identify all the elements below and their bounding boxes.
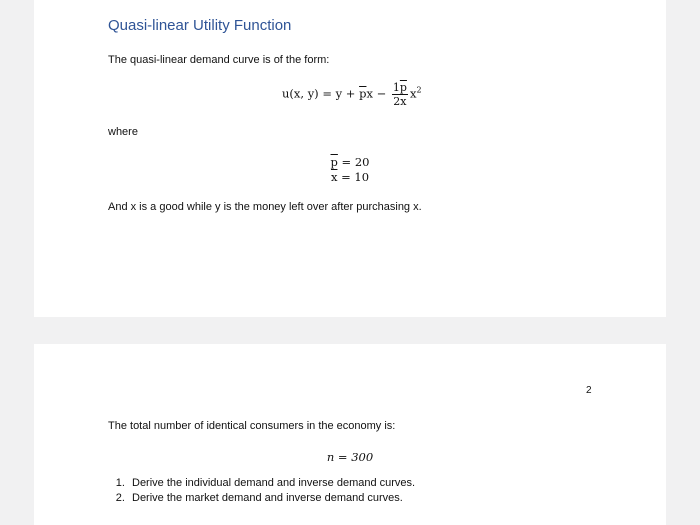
p-bar-param-symbol: $\overline{p}$ — [330, 155, 338, 169]
equation-x-term: x − — [366, 86, 390, 101]
intro-text: The quasi-linear demand curve is of the form: — [108, 54, 330, 66]
where-label: where — [108, 126, 138, 138]
p-bar-symbol: $\overline{p}$ — [359, 86, 367, 101]
fraction-numerator-coef: 1 — [392, 81, 400, 94]
fraction-denominator-coef: 2 — [393, 95, 401, 108]
equation-lhs: u(x, y) = y + — [282, 86, 360, 101]
fraction-numerator-var: $\overline{p}$ — [399, 81, 407, 94]
task-item: 2. Derive the market demand and inverse demand curves. — [128, 492, 415, 504]
description-text: And x is a good while y is the money left over after purchasing x. — [108, 201, 422, 213]
task-list — [108, 477, 415, 507]
page-number: 2 — [586, 385, 592, 396]
coefficient-fraction — [392, 82, 408, 107]
exponent: 2 — [416, 85, 422, 95]
page-title: Quasi-linear Utility Function — [108, 17, 292, 34]
x-bar-param-value: = 10 — [337, 170, 370, 184]
p-bar-definition — [34, 155, 666, 169]
x-bar-definition — [34, 170, 666, 184]
consumers-text: The total number of identical consumers in the economy is: — [108, 420, 396, 432]
x-bar-param-symbol: $\overline{x}$ — [330, 170, 338, 184]
document-page-1 — [34, 0, 666, 317]
task-item: 1. Derive the individual demand and inverse demand curves. — [128, 477, 415, 489]
x-squared-base: x — [409, 86, 417, 101]
n-equation: n = 300 — [326, 450, 374, 464]
document-page-2 — [34, 344, 666, 525]
p-bar-param-value: = 20 — [337, 155, 370, 169]
utility-equation — [282, 82, 422, 107]
fraction-denominator-var: $\overline{x}$ — [400, 95, 407, 108]
